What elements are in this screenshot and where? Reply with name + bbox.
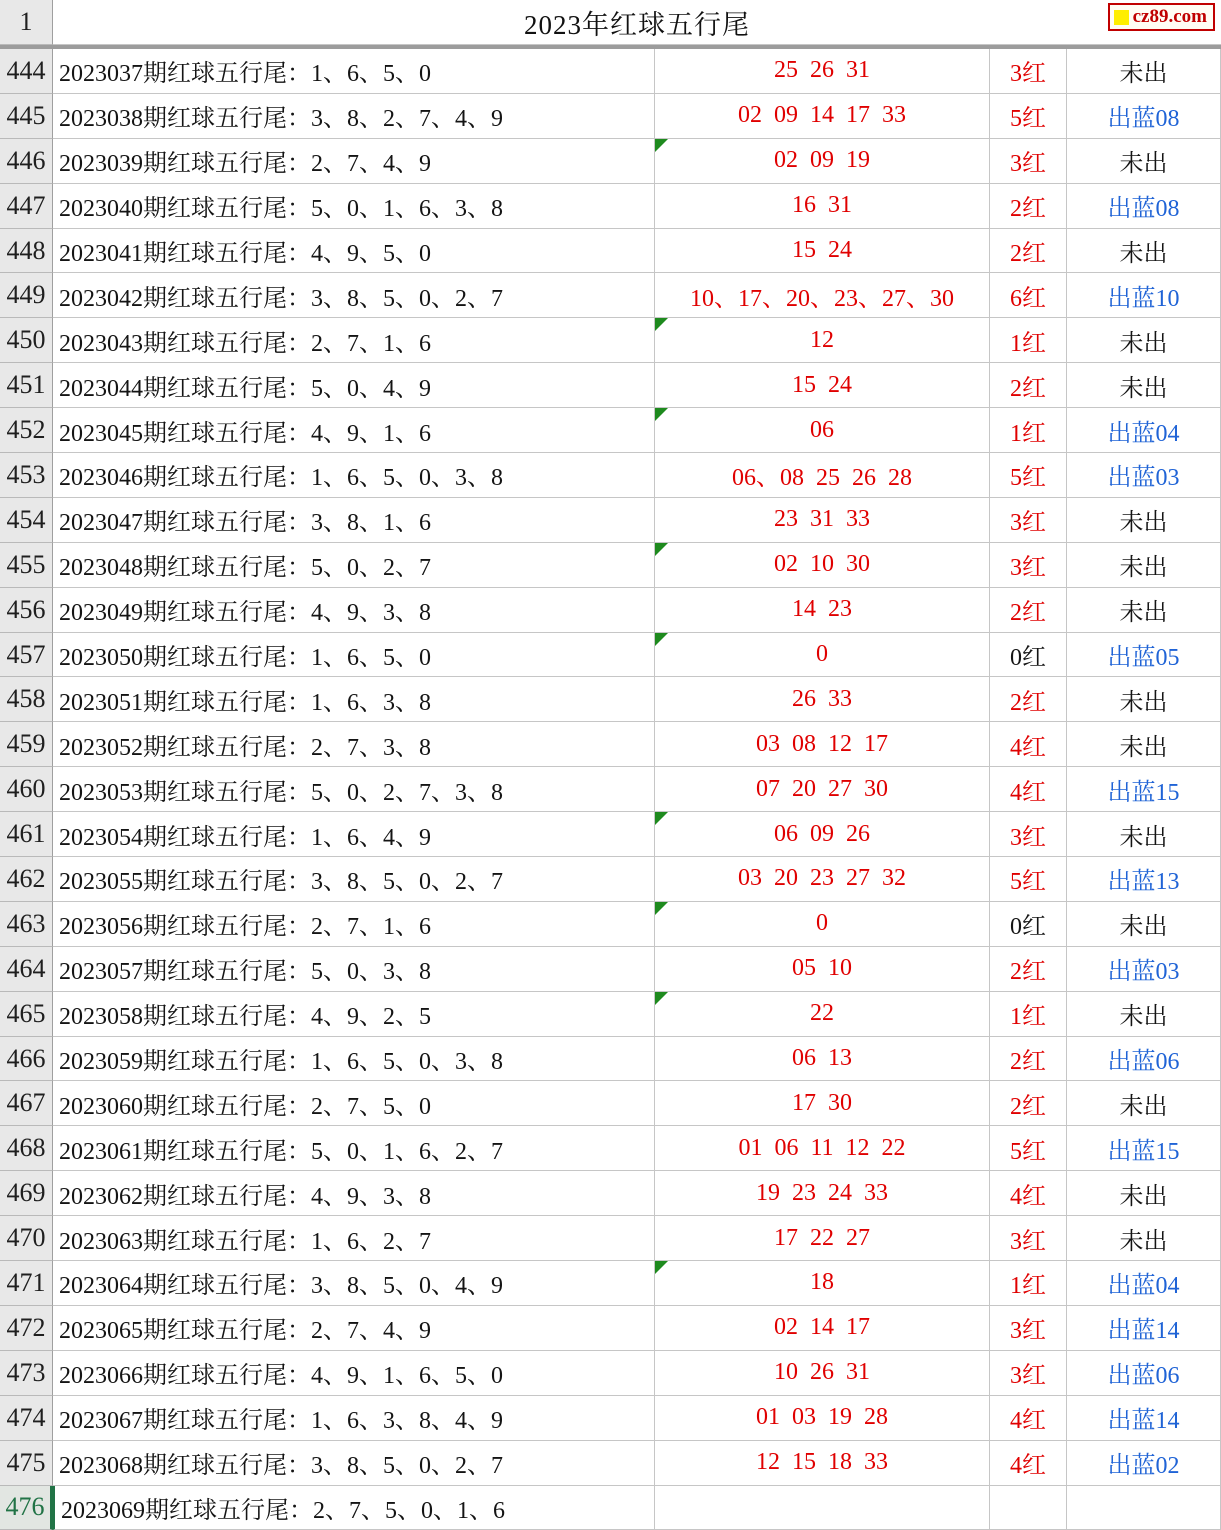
period-cell[interactable]: 2023047期红球五行尾：3、8、1、6 [53, 498, 655, 543]
status-cell[interactable]: 未出 [1067, 677, 1221, 722]
status-cell[interactable]: 未出 [1067, 902, 1221, 947]
numbers-cell[interactable] [655, 857, 990, 902]
period-cell[interactable]: 2023057期红球五行尾：5、0、3、8 [53, 947, 655, 992]
table-row [0, 1037, 1221, 1082]
comment-triangle-icon [655, 992, 668, 1005]
numbers-text: 0 [816, 910, 828, 937]
row-number-cell[interactable]: 468 [0, 1126, 53, 1171]
numbers-text: 0 [816, 641, 828, 668]
row-number-cell[interactable]: 472 [0, 1306, 53, 1351]
status-cell[interactable]: 出蓝15 [1067, 1126, 1221, 1171]
row-number-cell[interactable]: 452 [0, 408, 53, 453]
count-cell[interactable]: 5红 [990, 857, 1067, 902]
status-cell[interactable]: 出蓝04 [1067, 408, 1221, 453]
count-cell[interactable]: 2红 [990, 677, 1067, 722]
table-row [0, 722, 1221, 767]
sheet-title-cell[interactable] [53, 0, 1221, 45]
count-cell[interactable]: 3红 [990, 1216, 1067, 1261]
numbers-text: 10 26 31 [774, 1359, 870, 1386]
numbers-text: 01 03 19 28 [756, 1404, 888, 1431]
numbers-cell[interactable] [655, 677, 990, 722]
table-row [0, 1081, 1221, 1126]
comment-triangle-icon [655, 812, 668, 825]
table-row [0, 857, 1221, 902]
numbers-text: 12 [810, 327, 834, 354]
table-row [0, 229, 1221, 274]
count-cell[interactable]: 3红 [990, 543, 1067, 588]
numbers-cell[interactable] [655, 722, 990, 767]
status-cell[interactable]: 未出 [1067, 498, 1221, 543]
period-cell[interactable]: 2023065期红球五行尾：2、7、4、9 [53, 1306, 655, 1351]
count-cell[interactable]: 1红 [990, 1261, 1067, 1306]
row-number-cell[interactable]: 459 [0, 722, 53, 767]
logo-text: cz89.com [1133, 6, 1207, 28]
table-row [0, 992, 1221, 1037]
period-cell[interactable]: 2023052期红球五行尾：2、7、3、8 [53, 722, 655, 767]
numbers-text: 17 22 27 [774, 1225, 870, 1252]
period-cell[interactable]: 2023058期红球五行尾：4、9、2、5 [53, 992, 655, 1037]
count-cell[interactable]: 3红 [990, 139, 1067, 184]
table-row [0, 273, 1221, 318]
numbers-text: 06 [810, 417, 834, 444]
count-cell[interactable]: 4红 [990, 1441, 1067, 1486]
numbers-cell[interactable] [655, 318, 990, 363]
count-cell[interactable]: 3红 [990, 49, 1067, 94]
period-cell[interactable]: 2023067期红球五行尾：1、6、3、8、4、9 [53, 1396, 655, 1441]
status-cell[interactable]: 出蓝06 [1067, 1351, 1221, 1396]
row-number-cell[interactable]: 471 [0, 1261, 53, 1306]
comment-triangle-icon [655, 408, 668, 421]
numbers-cell[interactable] [655, 1261, 990, 1306]
status-cell[interactable]: 出蓝03 [1067, 947, 1221, 992]
numbers-text: 23 31 33 [774, 506, 870, 533]
period-cell[interactable]: 2023039期红球五行尾：2、7、4、9 [53, 139, 655, 184]
numbers-cell[interactable] [655, 1037, 990, 1082]
status-cell[interactable]: 未出 [1067, 363, 1221, 408]
row-number-cell[interactable]: 455 [0, 543, 53, 588]
row-number-cell[interactable]: 453 [0, 453, 53, 498]
row-number-cell[interactable]: 463 [0, 902, 53, 947]
numbers-cell[interactable] [655, 1486, 990, 1530]
numbers-text: 01 06 11 12 22 [738, 1135, 905, 1162]
numbers-cell[interactable] [655, 139, 990, 184]
row-number-cell[interactable]: 462 [0, 857, 53, 902]
numbers-cell[interactable] [655, 543, 990, 588]
numbers-text: 06 13 [792, 1045, 852, 1072]
table-row [0, 1216, 1221, 1261]
numbers-text: 10、17、20、23、27、30 [690, 278, 954, 313]
comment-triangle-icon [655, 1261, 668, 1274]
count-cell[interactable]: 2红 [990, 947, 1067, 992]
numbers-cell[interactable] [655, 184, 990, 229]
count-cell[interactable]: 0红 [990, 633, 1067, 678]
table-row [0, 408, 1221, 453]
period-cell[interactable]: 2023042期红球五行尾：3、8、5、0、2、7 [53, 273, 655, 318]
numbers-text: 15 24 [792, 237, 852, 264]
table-row [0, 947, 1221, 992]
status-cell[interactable]: 出蓝02 [1067, 1441, 1221, 1486]
numbers-text: 02 14 17 [774, 1314, 870, 1341]
period-cell[interactable]: 2023037期红球五行尾：1、6、5、0 [53, 49, 655, 94]
table-row [0, 498, 1221, 543]
numbers-cell[interactable] [655, 1396, 990, 1441]
numbers-text: 06、08 25 26 28 [732, 457, 912, 492]
corner-row-number[interactable]: 1 [0, 0, 53, 45]
row-number-cell[interactable]: 461 [0, 812, 53, 857]
numbers-cell[interactable] [655, 229, 990, 274]
table-row [0, 1306, 1221, 1351]
numbers-text: 17 30 [792, 1090, 852, 1117]
count-cell[interactable]: 5红 [990, 94, 1067, 139]
table-row [0, 1126, 1221, 1171]
table-row [0, 139, 1221, 184]
numbers-cell[interactable] [655, 767, 990, 812]
count-cell[interactable]: 2红 [990, 1081, 1067, 1126]
numbers-cell[interactable] [655, 453, 990, 498]
numbers-text: 19 23 24 33 [756, 1180, 888, 1207]
status-cell[interactable]: 出蓝04 [1067, 1261, 1221, 1306]
status-cell[interactable]: 出蓝08 [1067, 184, 1221, 229]
period-cell[interactable]: 2023061期红球五行尾：5、0、1、6、2、7 [53, 1126, 655, 1171]
count-cell[interactable]: 3红 [990, 498, 1067, 543]
table-row [0, 588, 1221, 633]
numbers-cell[interactable] [655, 633, 990, 678]
table-row [0, 184, 1221, 229]
numbers-text: 14 23 [792, 596, 852, 623]
status-cell[interactable]: 未出 [1067, 318, 1221, 363]
period-cell[interactable]: 2023063期红球五行尾：1、6、2、7 [53, 1216, 655, 1261]
period-cell[interactable]: 2023053期红球五行尾：5、0、2、7、3、8 [53, 767, 655, 812]
count-cell[interactable]: 5红 [990, 1126, 1067, 1171]
count-cell[interactable]: 4红 [990, 1171, 1067, 1216]
period-cell[interactable]: 2023062期红球五行尾：4、9、3、8 [53, 1171, 655, 1216]
row-number-cell[interactable]: 475 [0, 1441, 53, 1486]
row-number-cell[interactable]: 467 [0, 1081, 53, 1126]
row-number-cell[interactable]: 458 [0, 677, 53, 722]
row-number-cell[interactable]: 450 [0, 318, 53, 363]
count-cell[interactable]: 1红 [990, 318, 1067, 363]
status-cell[interactable] [1067, 1486, 1221, 1530]
table-body [0, 49, 1221, 1530]
period-cell[interactable]: 2023040期红球五行尾：5、0、1、6、3、8 [53, 184, 655, 229]
numbers-text: 12 15 18 33 [756, 1449, 888, 1476]
row-number-cell[interactable]: 469 [0, 1171, 53, 1216]
numbers-cell[interactable] [655, 363, 990, 408]
period-cell[interactable]: 2023064期红球五行尾：3、8、5、0、4、9 [53, 1261, 655, 1306]
table-row [0, 902, 1221, 947]
logo-yellow-square-icon [1114, 10, 1129, 25]
numbers-cell[interactable] [655, 273, 990, 318]
status-cell[interactable]: 未出 [1067, 588, 1221, 633]
count-cell[interactable] [990, 1486, 1067, 1530]
table-row [0, 1351, 1221, 1396]
comment-triangle-icon [655, 633, 668, 646]
numbers-cell[interactable] [655, 992, 990, 1037]
status-cell[interactable]: 未出 [1067, 722, 1221, 767]
table-row [0, 1441, 1221, 1486]
row-number-cell[interactable]: 474 [0, 1396, 53, 1441]
numbers-cell[interactable] [655, 94, 990, 139]
table-row [0, 1396, 1221, 1441]
period-cell[interactable]: 2023046期红球五行尾：1、6、5、0、3、8 [53, 453, 655, 498]
numbers-cell[interactable] [655, 1441, 990, 1486]
table-row [0, 49, 1221, 94]
title-row [0, 0, 1221, 45]
status-cell[interactable]: 未出 [1067, 1216, 1221, 1261]
row-number-cell[interactable]: 445 [0, 94, 53, 139]
numbers-cell[interactable] [655, 588, 990, 633]
numbers-text: 15 24 [792, 372, 852, 399]
count-cell[interactable]: 1红 [990, 992, 1067, 1037]
status-cell[interactable]: 未出 [1067, 543, 1221, 588]
row-number-cell[interactable]: 454 [0, 498, 53, 543]
status-cell[interactable]: 出蓝06 [1067, 1037, 1221, 1082]
row-number-cell[interactable]: 476 [0, 1486, 53, 1530]
numbers-text: 25 26 31 [774, 57, 870, 84]
period-cell[interactable]: 2023043期红球五行尾：2、7、1、6 [53, 318, 655, 363]
status-cell[interactable]: 未出 [1067, 229, 1221, 274]
table-row [0, 677, 1221, 722]
status-cell[interactable]: 未出 [1067, 812, 1221, 857]
table-row [0, 1171, 1221, 1216]
status-cell[interactable]: 出蓝10 [1067, 273, 1221, 318]
count-cell[interactable]: 2红 [990, 363, 1067, 408]
numbers-cell[interactable] [655, 1171, 990, 1216]
status-cell[interactable]: 出蓝05 [1067, 633, 1221, 678]
row-number-cell[interactable]: 464 [0, 947, 53, 992]
row-number-cell[interactable]: 470 [0, 1216, 53, 1261]
count-cell[interactable]: 1红 [990, 408, 1067, 453]
numbers-cell[interactable] [655, 498, 990, 543]
row-number-cell[interactable]: 456 [0, 588, 53, 633]
numbers-cell[interactable] [655, 1081, 990, 1126]
numbers-text: 26 33 [792, 686, 852, 713]
period-cell[interactable]: 2023060期红球五行尾：2、7、5、0 [53, 1081, 655, 1126]
table-row [0, 318, 1221, 363]
row-number-cell[interactable]: 466 [0, 1037, 53, 1082]
numbers-text: 22 [810, 1000, 834, 1027]
table-row [0, 94, 1221, 139]
row-number-cell[interactable]: 448 [0, 229, 53, 274]
period-cell[interactable]: 2023041期红球五行尾：4、9、5、0 [53, 229, 655, 274]
status-cell[interactable]: 出蓝03 [1067, 453, 1221, 498]
numbers-cell[interactable] [655, 1351, 990, 1396]
numbers-text: 05 10 [792, 955, 852, 982]
numbers-cell[interactable] [655, 1306, 990, 1351]
period-cell[interactable]: 2023048期红球五行尾：5、0、2、7 [53, 543, 655, 588]
row-number-cell[interactable]: 444 [0, 49, 53, 94]
table-row [0, 363, 1221, 408]
numbers-text: 16 31 [792, 192, 852, 219]
row-number-cell[interactable]: 451 [0, 363, 53, 408]
count-cell[interactable]: 2红 [990, 1037, 1067, 1082]
numbers-cell[interactable] [655, 1216, 990, 1261]
numbers-text: 03 08 12 17 [756, 731, 888, 758]
count-cell[interactable]: 3红 [990, 1351, 1067, 1396]
numbers-cell[interactable] [655, 1126, 990, 1171]
period-cell[interactable]: 2023050期红球五行尾：1、6、5、0 [53, 633, 655, 678]
row-number-cell[interactable]: 473 [0, 1351, 53, 1396]
status-cell[interactable]: 未出 [1067, 139, 1221, 184]
period-cell[interactable]: 2023059期红球五行尾：1、6、5、0、3、8 [53, 1037, 655, 1082]
status-cell[interactable]: 出蓝14 [1067, 1306, 1221, 1351]
numbers-text: 03 20 23 27 32 [738, 865, 906, 892]
table-row [0, 543, 1221, 588]
numbers-cell[interactable] [655, 812, 990, 857]
count-cell[interactable]: 5红 [990, 453, 1067, 498]
status-cell[interactable]: 未出 [1067, 49, 1221, 94]
comment-triangle-icon [655, 139, 668, 152]
numbers-text: 02 09 19 [774, 147, 870, 174]
period-cell[interactable]: 2023056期红球五行尾：2、7、1、6 [53, 902, 655, 947]
period-cell[interactable]: 2023051期红球五行尾：1、6、3、8 [53, 677, 655, 722]
numbers-cell[interactable] [655, 902, 990, 947]
period-cell[interactable]: 2023066期红球五行尾：4、9、1、6、5、0 [53, 1351, 655, 1396]
count-cell[interactable]: 4红 [990, 722, 1067, 767]
numbers-text: 06 09 26 [774, 821, 870, 848]
count-cell[interactable]: 6红 [990, 273, 1067, 318]
period-cell[interactable]: 2023054期红球五行尾：1、6、4、9 [53, 812, 655, 857]
status-cell[interactable]: 出蓝15 [1067, 767, 1221, 812]
period-cell[interactable]: 2023068期红球五行尾：3、8、5、0、2、7 [53, 1441, 655, 1486]
table-row [0, 1261, 1221, 1306]
table-row [0, 633, 1221, 678]
period-cell[interactable]: 2023055期红球五行尾：3、8、5、0、2、7 [53, 857, 655, 902]
comment-triangle-icon [655, 543, 668, 556]
status-cell[interactable]: 出蓝08 [1067, 94, 1221, 139]
row-number-cell[interactable]: 465 [0, 992, 53, 1037]
row-number-cell[interactable]: 460 [0, 767, 53, 812]
page-title: 2023年红球五行尾 [524, 3, 750, 42]
period-cell[interactable]: 2023069期红球五行尾：2、7、5、0、1、6 [53, 1486, 655, 1530]
table-row [0, 812, 1221, 857]
numbers-cell[interactable] [655, 408, 990, 453]
row-number-cell[interactable]: 447 [0, 184, 53, 229]
count-cell[interactable]: 0红 [990, 902, 1067, 947]
count-cell[interactable]: 4红 [990, 767, 1067, 812]
period-cell[interactable]: 2023044期红球五行尾：5、0、4、9 [53, 363, 655, 408]
table-row [0, 1486, 1221, 1530]
row-number-cell[interactable]: 446 [0, 139, 53, 184]
numbers-text: 07 20 27 30 [756, 776, 888, 803]
count-cell[interactable]: 2红 [990, 229, 1067, 274]
status-cell[interactable]: 出蓝14 [1067, 1396, 1221, 1441]
table-row [0, 453, 1221, 498]
table-row [0, 767, 1221, 812]
status-cell[interactable]: 未出 [1067, 1081, 1221, 1126]
comment-triangle-icon [655, 318, 668, 331]
row-number-cell[interactable]: 449 [0, 273, 53, 318]
count-cell[interactable]: 2红 [990, 588, 1067, 633]
status-cell[interactable]: 出蓝13 [1067, 857, 1221, 902]
count-cell[interactable]: 3红 [990, 812, 1067, 857]
period-cell[interactable]: 2023049期红球五行尾：4、9、3、8 [53, 588, 655, 633]
count-cell[interactable]: 3红 [990, 1306, 1067, 1351]
status-cell[interactable]: 未出 [1067, 1171, 1221, 1216]
numbers-cell[interactable] [655, 49, 990, 94]
numbers-text: 02 10 30 [774, 551, 870, 578]
row-number-cell[interactable]: 457 [0, 633, 53, 678]
numbers-text: 02 09 14 17 33 [738, 102, 906, 129]
status-cell[interactable]: 未出 [1067, 992, 1221, 1037]
comment-triangle-icon [655, 902, 668, 915]
numbers-text: 18 [810, 1269, 834, 1296]
count-cell[interactable]: 2红 [990, 184, 1067, 229]
numbers-cell[interactable] [655, 947, 990, 992]
period-cell[interactable]: 2023038期红球五行尾：3、8、2、7、4、9 [53, 94, 655, 139]
count-cell[interactable]: 4红 [990, 1396, 1067, 1441]
period-cell[interactable]: 2023045期红球五行尾：4、9、1、6 [53, 408, 655, 453]
site-logo[interactable] [1108, 3, 1215, 31]
